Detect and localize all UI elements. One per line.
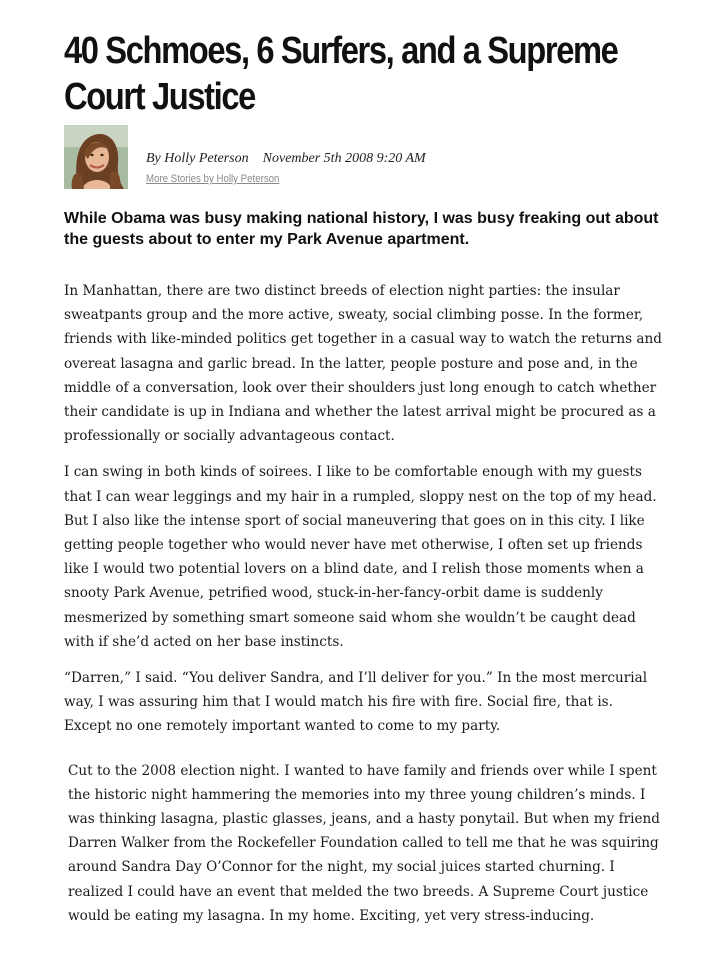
publish-date: November 5th 2008 9:20 AM (262, 151, 426, 166)
article-title: 40 Schmoes, 6 Surfers, and a Supreme Court Justice (64, 30, 618, 118)
paragraph: “Darren,” I said. “You deliver Sandra, and I’ll deliver for you.” In the most mercurial way, I was assuring him that I would match his fire with fire. Social fire, that is. Except no one remotely important wanted to come to my party. (64, 670, 648, 735)
author-avatar[interactable] (64, 125, 128, 189)
byline (146, 151, 426, 167)
byline-section (64, 125, 664, 189)
author-name: By Holly Peterson (146, 151, 249, 166)
article-body (64, 279, 664, 940)
paragraph: Cut to the 2008 election night. I wanted to have family and friends over while I spent the historic night hammering the memories into my three young children’s minds. I was thinking lasagna, plastic glasses, jeans, and a hasty ponytail. But when my friend Darren Walker from the Rockefeller Foundation called to tell me that he was squiring around Sandra Day O’Connor for the night, my social juices started churning. I realized I could have an event that melded the two breeds. A Supreme Court justice would be eating my lasagna. In my home. Exciting, yet very stress-inducing. (68, 762, 660, 924)
paragraph: In Manhattan, there are two distinct breeds of election night parties: the insular sweatpants group and the more active, sweaty, social climbing posse. In the former, friends with like-minded politics get together in a casual way to watch the returns and overeat lasagna and garlic bread. In the latter, people posture and pose and, in the middle of a conversation, look over their shoulders just long enough to catch whether their candidate is up in Indiana and whether the latest arrival might be procured as a professionally or socially advantageous contact. (64, 283, 662, 445)
more-stories-link[interactable]: More Stories by Holly Peterson (146, 173, 280, 185)
author-photo-icon (64, 125, 128, 189)
paragraph: I can swing in both kinds of soirees. I like to be comfortable enough with my guests that I can wear leggings and my hair in a rumpled, sloppy nest on the top of my head. But I also like the intense sport of social maneuvering that goes on in this city. I like getting people together who would never have met otherwise, I often set up friends like I would two potential lovers on a blind date, and I relish those moments when a snooty Park Avenue, petrified wood, stuck-in-her-fancy-orbit dame is suddenly mesmerized by something smart someone said whom she wouldn’t be caught dead with if she’d acted on her base instincts. (64, 464, 657, 650)
article-dek: While Obama was busy making national history, I was busy freaking out about the guests about to enter my Park Avenue apartment. (64, 210, 659, 248)
